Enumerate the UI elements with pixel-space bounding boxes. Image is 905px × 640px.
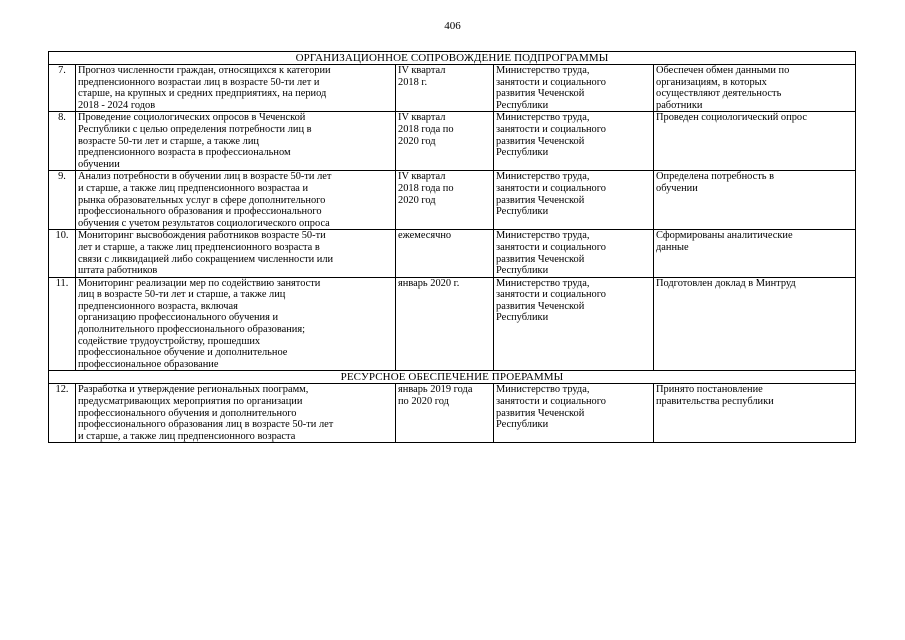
section-header-row	[49, 52, 856, 65]
term-cell: IV квартал 2018 года по 2020 год	[396, 171, 494, 230]
term-cell: январь 2020 г.	[396, 277, 494, 371]
section-title: ОРГАНИЗАЦИОННОЕ СОПРОВОЖДЕНИЕ ПОДПРОГРАММЫ	[49, 52, 856, 65]
row-number: 12.	[49, 384, 76, 443]
executor-cell: Министерство труда, занятости и социального развития Чеченской Республики	[494, 230, 654, 277]
result-cell: Сформированы аналитические данные	[654, 230, 856, 277]
term-cell: январь 2019 года по 2020 год	[396, 384, 494, 443]
measure-cell: Анализ потребности в обучении лиц в возрасте 50-ти лет и старше, а также лиц предпенсионного возрастаа и рынка образовательных услуг в сфере дополнительного профессионального образования и профессионального обучения с учетом результатов социологического опроса	[76, 171, 396, 230]
result-cell: Обеспечен обмен данными по организациям, в которых осуществляют деятельность работники	[654, 65, 856, 112]
table-row	[49, 171, 856, 230]
executor-cell: Министерство труда, занятости и социального развития Чеченской Республики	[494, 171, 654, 230]
term-cell: ежемесячно	[396, 230, 494, 277]
page-number: 406	[444, 20, 461, 32]
table-row	[49, 384, 856, 443]
table-row	[49, 112, 856, 171]
row-number: 9.	[49, 171, 76, 230]
table-row	[49, 277, 856, 371]
row-number: 7.	[49, 65, 76, 112]
row-number: 8.	[49, 112, 76, 171]
result-cell: Проведен социологический опрос	[654, 112, 856, 171]
executor-cell: Министерство труда, занятости и социального развития Чеченской Республики	[494, 384, 654, 443]
table-row	[49, 230, 856, 277]
measure-cell: Разработка и утверждение региональных поограмм, предусматривающих мероприятия по организации профессионального обучения и дополнительного профессионального образования лиц в возрасте 50-ти лет и старше, а также лиц предпенсионного возраста	[76, 384, 396, 443]
section-header-row	[49, 371, 856, 384]
term-cell: IV квартал 2018 г.	[396, 65, 494, 112]
measure-cell: Мониторинг реализации мер по содействию занятости лиц в возрасте 50-ти лет и старше, а также лиц предпенсионного возраста, включая организацию профессионального обучения и дополнительного профессионального образования; содействие трудоустройству, прошедших профессиональное обучение и дополнительное профессиональное образование	[76, 277, 396, 371]
term-cell: IV квартал 2018 года по 2020 год	[396, 112, 494, 171]
executor-cell: Министерство труда, занятости и социального развития Чеченской Республики	[494, 112, 654, 171]
result-cell: Определена потребность в обучении	[654, 171, 856, 230]
measure-cell: Мониторинг высвобождения работников возрасте 50-ти лет и старше, а также лиц предпенсионного возраста в связи с ликвидацией либо сокращением численности или штата работников	[76, 230, 396, 277]
executor-cell: Министерство труда, занятости и социального развития Чеченской Республики	[494, 277, 654, 371]
section-title: РЕСУРСНОЕ ОБЕСПЕЧЕНИЕ ПРОЕРАММЫ	[49, 371, 856, 384]
row-number: 11.	[49, 277, 76, 371]
executor-cell: Министерство труда, занятости и социального развития Чеченской Республики	[494, 65, 654, 112]
measure-cell: Прогноз численности граждан, относящихся к категории предпенсионного возрастаи лиц в возрасте 50-ти лет и старше, на крупных и средних предприятиях, на период 2018 - 2024 годов	[76, 65, 396, 112]
measure-cell: Проведение социологических опросов в Чеченской Республики с целью определения потребности лиц в возрасте 50-ти лет и старше, а также лиц предпенсионного возраста в профессиональном обучении	[76, 112, 396, 171]
program-measures-table	[48, 51, 856, 443]
table-row	[49, 65, 856, 112]
result-cell: Подготовлен доклад в Минтруд	[654, 277, 856, 371]
row-number: 10.	[49, 230, 76, 277]
result-cell: Принято постановление правительства республики	[654, 384, 856, 443]
